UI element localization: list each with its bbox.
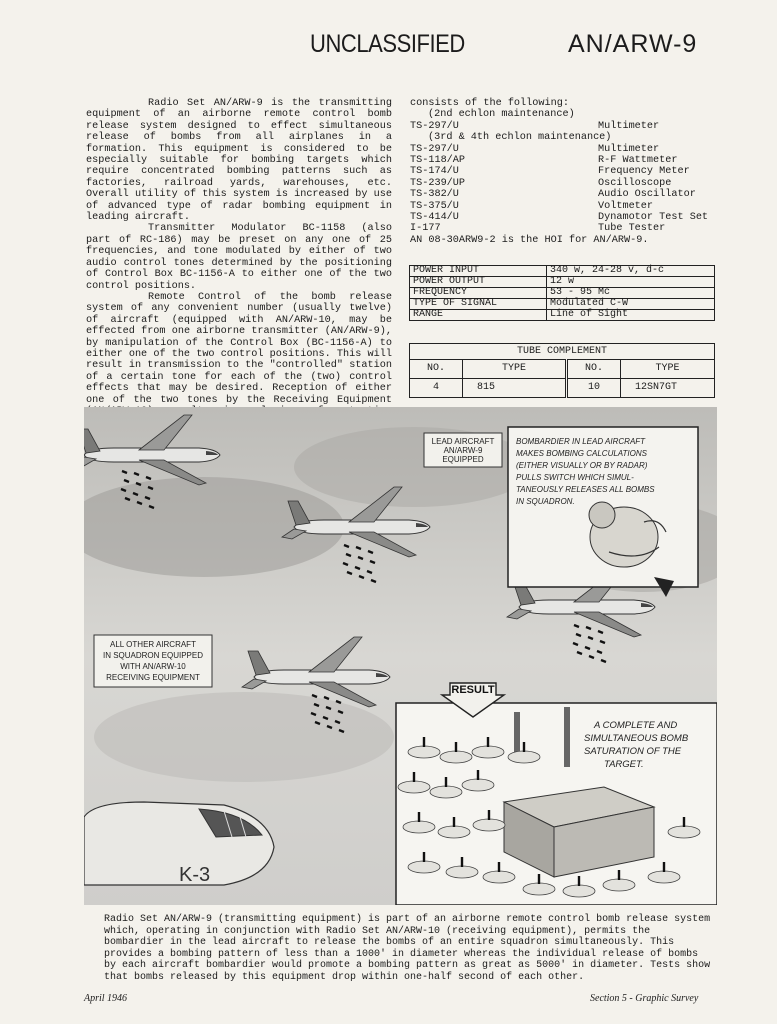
equipment-row xyxy=(410,155,720,166)
equipment-name: Oscilloscope xyxy=(598,177,672,189)
others-label-line: WITH AN/ARW-10 xyxy=(120,662,186,671)
bombardier-text-line: PULLS SWITCH WHICH SIMUL- xyxy=(516,473,634,482)
equipment-row xyxy=(410,166,720,177)
equipment-row xyxy=(410,189,720,200)
bombardier-text-line: TANEOUSLY RELEASES ALL BOMBS xyxy=(516,485,655,494)
spec-value: 340 w, 24-28 v, d-c xyxy=(547,266,715,277)
equipment-name: Audio Oscillator xyxy=(598,189,696,201)
tube-cell: 4 xyxy=(410,379,463,398)
equipment-row xyxy=(410,121,720,132)
figure-caption: Radio Set AN/ARW-9 (transmitting equipment) is part of an airborne remote control bomb release system which, operating in conjunction with Radio Set AN/ARW-10 (receiving equipment), permits the bombardier in the lead aircraft to release the bombs of an entire squadron simultaneously. This provides a bombing pattern of less than a 1000' in diameter whereas the individual release of bombs by each aircraft bombardier would promote a bombing pattern as great as 5000' in diameter. Tests show that bombs released by this equipment drop within one-half second of each other. xyxy=(104,914,711,983)
group2-label: (3rd & 4th echlon maintenance) xyxy=(428,132,612,144)
spec-row xyxy=(410,288,715,299)
footer-date: April 1946 xyxy=(84,993,128,1004)
equipment-name: Dynamotor Test Set xyxy=(598,212,709,224)
group1-label: (2nd echlon maintenance) xyxy=(428,109,575,121)
others-label-line: ALL OTHER AIRCRAFT xyxy=(110,640,196,649)
equipment-row xyxy=(410,144,720,155)
equipment-row xyxy=(410,223,720,234)
spec-row xyxy=(410,310,715,321)
bombardier-text-line: BOMBARDIER IN LEAD AIRCRAFT xyxy=(516,437,646,446)
equipment-code: TS-174/U xyxy=(410,166,459,178)
equipment-name: Multimeter xyxy=(598,143,660,155)
paragraph-transmitter: Transmitter Modulator BC-1158 (also part of RC-186) may be preset on any one of 25 frequencies, and tone modulated by either of two audio control tones determined by the positioning of Control Box BC-1156-A to either one of the two control positions. xyxy=(86,223,392,292)
tube-header-row xyxy=(410,360,715,379)
paragraph-remote-control: Remote Control of the bomb release system of any convenient number (usually twelve) of aircraft (equipped with AN/ARW-10, may be effected from one airborne transmitter (AN/ARW-9), by manipulation of the Control Box (BC-1156-A) to either one of the two control positions. This will result in transmission to the "controlled" station of a certain tone for each of the (two) control effects that may be desired. Reception of either one of the two tones by the Receiving Equipment xyxy=(86,291,392,406)
equipment-code: TS-375/U xyxy=(410,200,459,212)
others-label-line: RECEIVING EQUIPMENT xyxy=(106,673,200,682)
tube-cell: 12SN7GT xyxy=(621,379,715,398)
spec-label: TYPE OF SIGNAL xyxy=(410,299,547,310)
bombardier-text-line: MAKES BOMBING CALCULATIONS xyxy=(516,449,647,458)
others-label-line: IN SQUADRON EQUIPPED xyxy=(102,651,204,660)
equipment-code: TS-297/U xyxy=(410,143,459,155)
specifications-table xyxy=(409,265,715,321)
result-caption-line: TARGET. xyxy=(604,759,644,770)
spec-row xyxy=(410,266,715,277)
spec-row xyxy=(410,277,715,288)
equipment-code: TS-118/AP xyxy=(410,155,466,167)
hoi-note: AN 08-30ARW9-2 is the HOI for AN/ARW-9. xyxy=(410,234,649,246)
equipment-code: TS-414/U xyxy=(410,212,459,224)
equipment-row xyxy=(410,212,720,223)
equipment-name: Frequency Meter xyxy=(598,166,690,178)
equipment-code: TS-239/UP xyxy=(410,177,466,189)
equipment-name: Voltmeter xyxy=(598,200,654,212)
equipment-code: TS-382/U xyxy=(410,189,459,201)
tube-header: TYPE xyxy=(463,360,567,379)
spec-label: POWER INPUT xyxy=(410,266,547,277)
result-caption-line: SATURATION OF THE xyxy=(584,746,682,757)
spec-value: Modulated C-W xyxy=(547,299,715,310)
spec-value: Line of Sight xyxy=(547,310,715,321)
equipment-name: Multimeter xyxy=(598,120,660,132)
spec-row xyxy=(410,299,715,310)
spec-label: POWER OUTPUT xyxy=(410,277,547,288)
tube-data-row xyxy=(410,379,715,398)
bombardier-text-line: (EITHER VISUALLY OR BY RADAR) xyxy=(516,461,648,470)
bombing-illustration xyxy=(84,407,717,905)
tube-header: NO. xyxy=(410,360,463,379)
result-caption-line: A COMPLETE AND xyxy=(594,720,678,731)
spec-value: 53 - 95 Mc xyxy=(547,288,715,299)
lead-label-line: LEAD AIRCRAFT xyxy=(431,437,495,446)
footer-section: Section 5 - Graphic Survey xyxy=(590,993,699,1004)
lead-label-line: AN/ARW-9 xyxy=(443,446,483,455)
equipment-row xyxy=(410,178,720,189)
lead-label-line: EQUIPPED xyxy=(442,455,484,464)
paragraph-intro: Radio Set AN/ARW-9 is the transmitting equipment of an airborne remote control bomb release system designed to effect simultaneous release of bombs from all airplanes in a formation. This equipment is considered to be especially suitable for bombing targets which require concentrated bombing patterns such as factories, railroad yards, warehouses, etc. Overall utility of this system is increased by use of advanced type of radar bombing equipment in leading aircraft. xyxy=(86,98,392,224)
equipment-code: I-177 xyxy=(410,223,441,235)
equipment-intro: consists of the following: xyxy=(410,98,569,109)
result-caption-line: SIMULTANEOUS BOMB xyxy=(584,733,689,744)
equipment-code: TS-297/U xyxy=(410,120,459,132)
aircraft-nose xyxy=(84,802,274,886)
tube-header: NO. xyxy=(567,360,621,379)
tube-header: TYPE xyxy=(621,360,715,379)
tube-complement-table xyxy=(409,343,715,398)
tube-cell: 10 xyxy=(567,379,621,398)
equipment-name: R-F Wattmeter xyxy=(598,155,678,167)
model-heading: AN/ARW-9 xyxy=(568,30,698,58)
spec-label: FREQUENCY xyxy=(410,288,547,299)
bombardier-text-line: IN SQUADRON. xyxy=(516,497,575,506)
equipment-name: Tube Tester xyxy=(598,223,666,235)
tube-cell: 815 xyxy=(463,379,567,398)
spec-label: RANGE xyxy=(410,310,547,321)
spec-value: 12 w xyxy=(547,277,715,288)
tube-table-title: TUBE COMPLEMENT xyxy=(410,344,715,360)
tail-marking: K-3 xyxy=(179,864,211,886)
equipment-row xyxy=(410,201,720,212)
left-text-column xyxy=(86,98,392,452)
classification-heading: UNCLASSIFIED xyxy=(310,30,465,58)
right-text-column xyxy=(410,98,720,246)
result-text: RESULT xyxy=(451,684,495,696)
